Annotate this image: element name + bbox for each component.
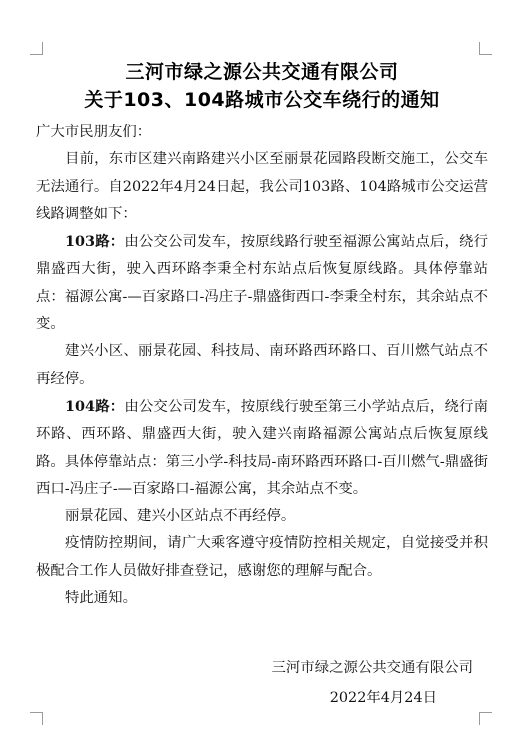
document-body (36, 119, 488, 612)
signature-block (36, 653, 473, 713)
page-corner-mark-bottom-right (479, 712, 492, 725)
route-104-text: 由公交公司发车，按原线行驶至第三小学站点后，绕行南环路、西环路、鼎盛西大街，驶入建兴南路福源公寓站点后恢复原线路。具体停靠站点：第三小学-科技局-南环路西环路口-百川燃气-鼎盛街西口-冯庄子-—百家路口-福源公寓，其余站点不变。 (36, 398, 488, 497)
route-104-label: 104路： (65, 397, 125, 415)
closing-paragraph: 特此通知。 (65, 590, 137, 607)
route-103-paragraph (36, 228, 488, 338)
route-103-skipped-paragraph: 建兴小区、丽景花园、科技局、南环路西环路口、百川燃气站点不再经停。 (36, 343, 488, 387)
intro-paragraph: 目前，东市区建兴南路建兴小区至丽景花园路段断交施工，公交车无法通行。自2022年4月24日起，我公司103路、104路城市公交运营线路调整如下： (36, 151, 488, 222)
signature-date: 2022年4月24日 (329, 690, 437, 706)
page-corner-mark-top-left (30, 42, 43, 55)
salutation: 广大市民朋友们： (36, 124, 152, 140)
route-103-text: 由公交公司发车，按原线路行驶至福源公寓站点后，绕行鼎盛西大街，驶入西环路李秉全村东站点后恢复原线路。具体停靠站点：福源公寓-—百家路口-冯庄子-鼎盛街西口-李秉全村东，其余站点不变。 (36, 234, 488, 333)
route-103-label: 103路： (65, 233, 125, 251)
signature-organization: 三河市绿之源公共交通有限公司 (271, 660, 473, 676)
document-page (36, 58, 488, 612)
route-104-paragraph (36, 393, 488, 503)
epidemic-notice-paragraph: 疫情防控期间，请广大乘客遵守疫情防控相关规定，自觉接受并积极配合工作人员做好排查登记，感谢您的理解与配合。 (36, 535, 488, 579)
title-line-1: 三河市绿之源公共交通有限公司 (125, 61, 399, 83)
route-104-skipped-paragraph: 丽景花园、建兴小区站点不再经停。 (65, 508, 296, 525)
page-corner-mark-top-right (479, 42, 492, 55)
page-corner-mark-bottom-left (30, 712, 43, 725)
title-line-2: 关于103、104路城市公交车绕行的通知 (84, 89, 440, 111)
document-title (36, 58, 488, 114)
